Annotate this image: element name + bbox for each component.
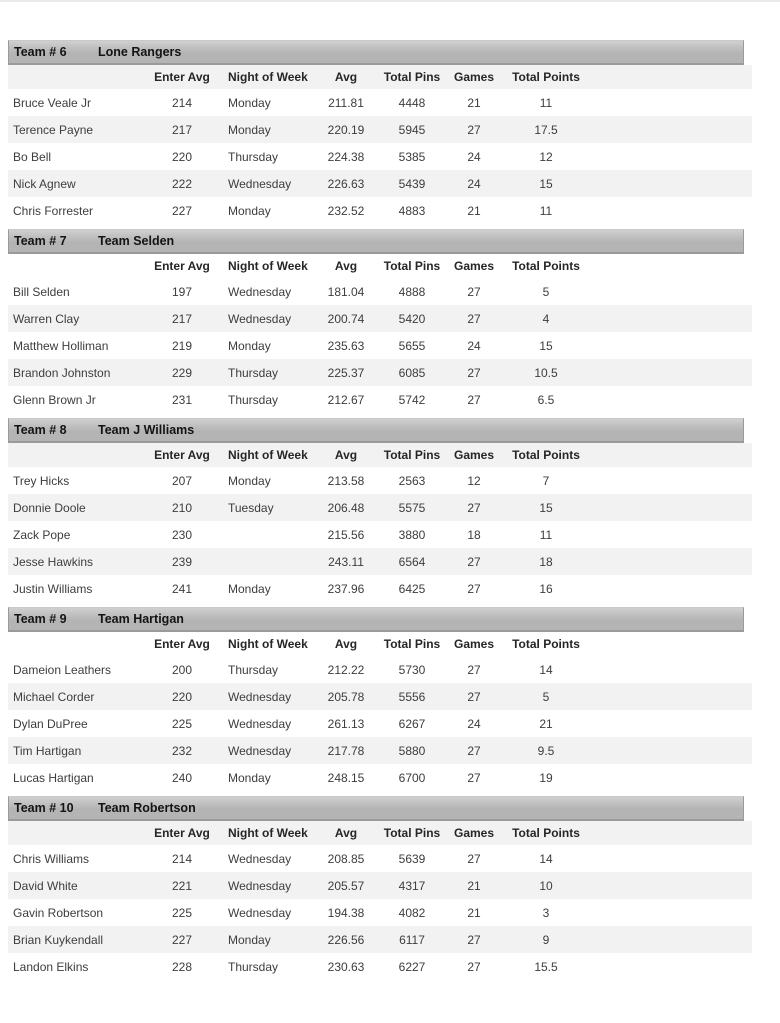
games-value: 27	[467, 554, 481, 569]
night-of-week-value: Wednesday	[228, 905, 292, 920]
total-pins-value: 4888	[398, 284, 426, 299]
avg-value: 248.15	[327, 770, 365, 785]
avg-value: 230.63	[327, 959, 365, 974]
night-of-week-value: Wednesday	[228, 284, 292, 299]
team-name: Lone Rangers	[98, 45, 182, 59]
total-points-value: 11	[539, 527, 553, 542]
enter-avg-value: 220	[171, 149, 193, 164]
games-value: 27	[467, 770, 481, 785]
total-pins-value: 4082	[398, 905, 426, 920]
night-of-week-value: Monday	[228, 203, 271, 218]
column-header: Total Pins	[383, 259, 441, 273]
player-name: Trey Hicks	[13, 473, 70, 488]
games-value: 27	[467, 851, 481, 866]
enter-avg-value: 229	[171, 365, 193, 380]
player-row	[8, 332, 752, 359]
player-name: Jesse Hawkins	[13, 554, 94, 569]
total-points-value: 15.5	[534, 959, 558, 974]
team-number: Team # 10	[14, 801, 74, 815]
column-header: Enter Avg	[154, 70, 210, 84]
player-row	[8, 872, 752, 899]
column-header-row	[8, 632, 752, 656]
player-name: Brian Kuykendall	[13, 932, 104, 947]
total-points-value: 17.5	[534, 122, 558, 137]
column-header-row	[8, 65, 752, 89]
games-value: 12	[467, 473, 481, 488]
column-header: Night of Week	[228, 448, 308, 462]
player-name: Bo Bell	[13, 149, 52, 164]
player-rows	[8, 845, 752, 980]
games-value: 21	[467, 878, 481, 893]
games-value: 18	[467, 527, 481, 542]
games-value: 27	[467, 365, 481, 380]
total-pins-value: 5730	[398, 662, 426, 677]
player-name: Brandon Johnston	[13, 365, 111, 380]
avg-value: 232.52	[327, 203, 365, 218]
player-row	[8, 926, 752, 953]
total-points-value: 14	[539, 662, 553, 677]
total-pins-value: 6085	[398, 365, 426, 380]
player-row	[8, 521, 752, 548]
player-name: Michael Corder	[13, 689, 95, 704]
total-pins-value: 4883	[398, 203, 426, 218]
games-value: 27	[467, 122, 481, 137]
enter-avg-value: 225	[171, 716, 193, 731]
column-header: Enter Avg	[154, 826, 210, 840]
player-row	[8, 143, 752, 170]
player-row	[8, 764, 752, 791]
player-row	[8, 548, 752, 575]
column-header-row	[8, 254, 752, 278]
player-row	[8, 575, 752, 602]
total-pins-value: 4317	[398, 878, 426, 893]
games-value: 24	[467, 176, 481, 191]
avg-value: 261.13	[327, 716, 365, 731]
team-name: Team Hartigan	[98, 612, 184, 626]
player-rows	[8, 656, 752, 791]
total-pins-value: 5639	[398, 851, 426, 866]
team-header-bar	[8, 229, 744, 254]
night-of-week-value: Wednesday	[228, 689, 292, 704]
player-row	[8, 710, 752, 737]
avg-value: 211.81	[328, 95, 364, 110]
player-row	[8, 386, 752, 413]
avg-value: 205.57	[327, 878, 365, 893]
total-pins-value: 6267	[398, 716, 426, 731]
games-value: 27	[467, 662, 481, 677]
total-pins-value: 5420	[398, 311, 426, 326]
team-header-bar	[8, 40, 744, 65]
player-name: Bill Selden	[13, 284, 70, 299]
enter-avg-value: 200	[171, 662, 193, 677]
player-row	[8, 305, 752, 332]
avg-value: 200.74	[327, 311, 365, 326]
total-points-value: 12	[539, 149, 553, 164]
night-of-week-value: Tuesday	[228, 500, 274, 515]
total-points-value: 11	[539, 203, 553, 218]
player-name: Landon Elkins	[13, 959, 89, 974]
player-name: Zack Pope	[13, 527, 71, 542]
total-pins-value: 5655	[398, 338, 426, 353]
team-name: Team Robertson	[98, 801, 196, 815]
team-name: Team Selden	[98, 234, 175, 248]
enter-avg-value: 239	[171, 554, 193, 569]
column-header: Enter Avg	[154, 448, 210, 462]
total-points-value: 4	[542, 311, 550, 326]
player-name: Gavin Robertson	[13, 905, 104, 920]
games-value: 24	[467, 149, 481, 164]
enter-avg-value: 214	[171, 95, 193, 110]
avg-value: 235.63	[327, 338, 365, 353]
games-value: 27	[467, 500, 481, 515]
column-header: Enter Avg	[154, 259, 210, 273]
team-section	[8, 607, 752, 791]
enter-avg-value: 227	[171, 932, 193, 947]
total-points-value: 14	[539, 851, 553, 866]
total-pins-value: 2563	[398, 473, 426, 488]
player-row	[8, 737, 752, 764]
player-name: Terence Payne	[13, 122, 94, 137]
team-header-bar	[8, 607, 744, 632]
column-header: Games	[453, 826, 495, 840]
player-name: Dameion Leathers	[13, 662, 112, 677]
player-name: Dylan DuPree	[13, 716, 88, 731]
avg-value: 213.58	[327, 473, 365, 488]
night-of-week-value: Monday	[228, 581, 271, 596]
avg-value: 243.11	[328, 554, 364, 569]
enter-avg-value: 197	[171, 284, 193, 299]
avg-value: 205.78	[327, 689, 365, 704]
games-value: 27	[467, 689, 481, 704]
games-value: 27	[467, 392, 481, 407]
player-rows	[8, 89, 752, 224]
column-header: Avg	[334, 826, 358, 840]
night-of-week-value: Monday	[228, 932, 271, 947]
column-header: Total Points	[512, 70, 580, 84]
games-value: 24	[467, 716, 481, 731]
enter-avg-value: 207	[171, 473, 193, 488]
enter-avg-value: 214	[171, 851, 193, 866]
column-header: Avg	[334, 637, 358, 651]
games-value: 27	[467, 932, 481, 947]
enter-avg-value: 231	[171, 392, 193, 407]
games-value: 27	[467, 581, 481, 596]
total-points-value: 10	[539, 878, 553, 893]
avg-value: 181.04	[327, 284, 365, 299]
total-pins-value: 4448	[398, 95, 426, 110]
enter-avg-value: 241	[171, 581, 193, 596]
player-row	[8, 359, 752, 386]
column-header: Night of Week	[228, 826, 308, 840]
player-name: Lucas Hartigan	[13, 770, 94, 785]
column-header: Enter Avg	[154, 637, 210, 651]
column-header: Games	[453, 70, 495, 84]
team-section	[8, 796, 752, 980]
total-pins-value: 5385	[398, 149, 426, 164]
player-row	[8, 899, 752, 926]
column-header: Total Pins	[383, 637, 441, 651]
night-of-week-value: Thursday	[228, 392, 279, 407]
column-header: Games	[453, 448, 495, 462]
player-row	[8, 683, 752, 710]
total-points-value: 3	[542, 905, 550, 920]
player-row	[8, 845, 752, 872]
avg-value: 226.63	[327, 176, 365, 191]
team-number: Team # 6	[14, 45, 67, 59]
night-of-week-value: Wednesday	[228, 743, 292, 758]
team-section	[8, 40, 752, 224]
enter-avg-value: 219	[171, 338, 193, 353]
player-name: Warren Clay	[13, 311, 80, 326]
night-of-week-value: Monday	[228, 770, 271, 785]
avg-value: 212.67	[327, 392, 365, 407]
player-name: Chris Williams	[13, 851, 89, 866]
report-body	[8, 2, 752, 980]
column-header: Games	[453, 259, 495, 273]
games-value: 27	[467, 284, 481, 299]
total-points-value: 9	[542, 932, 550, 947]
enter-avg-value: 240	[171, 770, 193, 785]
avg-value: 215.56	[327, 527, 365, 542]
night-of-week-value: Thursday	[228, 959, 279, 974]
night-of-week-value: Monday	[228, 473, 271, 488]
avg-value: 226.56	[327, 932, 365, 947]
player-rows	[8, 278, 752, 413]
total-pins-value: 6117	[399, 932, 425, 947]
avg-value: 224.38	[327, 149, 365, 164]
avg-value: 217.78	[327, 743, 365, 758]
total-pins-value: 5575	[398, 500, 426, 515]
player-name: Donnie Doole	[13, 500, 86, 515]
column-header-row	[8, 443, 752, 467]
column-header: Total Points	[512, 826, 580, 840]
night-of-week-value: Thursday	[228, 365, 279, 380]
player-row	[8, 197, 752, 224]
avg-value: 208.85	[327, 851, 365, 866]
column-header: Night of Week	[228, 637, 308, 651]
enter-avg-value: 225	[171, 905, 193, 920]
games-value: 27	[467, 959, 481, 974]
avg-value: 220.19	[327, 122, 365, 137]
player-name: Glenn Brown Jr	[13, 392, 96, 407]
player-row	[8, 170, 752, 197]
team-header-bar	[8, 418, 744, 443]
games-value: 21	[467, 95, 481, 110]
player-name: David White	[13, 878, 78, 893]
column-header: Night of Week	[228, 70, 308, 84]
games-value: 24	[467, 338, 481, 353]
player-name: Matthew Holliman	[13, 338, 109, 353]
player-name: Bruce Veale Jr	[13, 95, 92, 110]
column-header: Total Pins	[383, 448, 441, 462]
column-header: Total Points	[512, 259, 580, 273]
player-name: Chris Forrester	[13, 203, 94, 218]
total-pins-value: 6227	[398, 959, 426, 974]
column-header: Total Pins	[383, 70, 441, 84]
team-section	[8, 229, 752, 413]
total-points-value: 15	[539, 500, 553, 515]
night-of-week-value: Thursday	[228, 149, 279, 164]
night-of-week-value: Monday	[228, 122, 271, 137]
games-value: 27	[467, 311, 481, 326]
player-row	[8, 116, 752, 143]
player-row	[8, 656, 752, 683]
column-header: Avg	[334, 70, 358, 84]
total-pins-value: 5880	[398, 743, 426, 758]
avg-value: 212.22	[327, 662, 365, 677]
enter-avg-value: 217	[171, 311, 193, 326]
player-row	[8, 467, 752, 494]
column-header: Total Pins	[383, 826, 441, 840]
total-points-value: 15	[539, 176, 553, 191]
total-pins-value: 5742	[398, 392, 426, 407]
column-header: Games	[453, 637, 495, 651]
column-header: Total Points	[512, 637, 580, 651]
enter-avg-value: 232	[171, 743, 193, 758]
team-number: Team # 7	[14, 234, 67, 248]
column-header: Total Points	[512, 448, 580, 462]
night-of-week-value: Wednesday	[228, 176, 292, 191]
games-value: 21	[467, 203, 481, 218]
team-number: Team # 8	[14, 423, 67, 437]
total-points-value: 9.5	[537, 743, 555, 758]
team-header-bar	[8, 796, 744, 821]
enter-avg-value: 227	[171, 203, 193, 218]
total-points-value: 6.5	[537, 392, 555, 407]
column-header: Night of Week	[228, 259, 308, 273]
player-rows	[8, 467, 752, 602]
total-points-value: 7	[542, 473, 550, 488]
column-header: Avg	[334, 448, 358, 462]
total-points-value: 10.5	[534, 365, 558, 380]
enter-avg-value: 228	[171, 959, 193, 974]
games-value: 27	[467, 743, 481, 758]
column-header-row	[8, 821, 752, 845]
total-points-value: 18	[539, 554, 553, 569]
night-of-week-value: Monday	[228, 95, 271, 110]
player-row	[8, 494, 752, 521]
team-section	[8, 418, 752, 602]
player-name: Justin Williams	[13, 581, 93, 596]
player-name: Tim Hartigan	[13, 743, 82, 758]
total-points-value: 21	[539, 716, 553, 731]
night-of-week-value: Thursday	[228, 662, 279, 677]
enter-avg-value: 221	[171, 878, 193, 893]
total-pins-value: 6700	[398, 770, 426, 785]
total-pins-value: 6425	[398, 581, 426, 596]
player-name: Nick Agnew	[13, 176, 76, 191]
enter-avg-value: 217	[171, 122, 193, 137]
team-name: Team J Williams	[98, 423, 195, 437]
avg-value: 194.38	[327, 905, 365, 920]
total-points-value: 5	[542, 284, 550, 299]
total-pins-value: 5439	[398, 176, 426, 191]
enter-avg-value: 220	[171, 689, 193, 704]
total-pins-value: 5556	[398, 689, 426, 704]
player-row	[8, 89, 752, 116]
games-value: 21	[467, 905, 481, 920]
total-pins-value: 3880	[398, 527, 426, 542]
total-points-value: 5	[542, 689, 550, 704]
total-points-value: 19	[539, 770, 553, 785]
avg-value: 206.48	[327, 500, 365, 515]
avg-value: 225.37	[327, 365, 365, 380]
total-points-value: 15	[539, 338, 553, 353]
column-header: Avg	[334, 259, 358, 273]
total-points-value: 11	[539, 95, 553, 110]
enter-avg-value: 210	[171, 500, 193, 515]
night-of-week-value: Wednesday	[228, 716, 292, 731]
player-row	[8, 278, 752, 305]
total-pins-value: 5945	[398, 122, 426, 137]
avg-value: 237.96	[327, 581, 365, 596]
total-points-value: 16	[539, 581, 553, 596]
enter-avg-value: 222	[171, 176, 193, 191]
team-number: Team # 9	[14, 612, 67, 626]
player-row	[8, 953, 752, 980]
night-of-week-value: Wednesday	[228, 311, 292, 326]
night-of-week-value: Monday	[228, 338, 271, 353]
night-of-week-value: Wednesday	[228, 878, 292, 893]
total-pins-value: 6564	[398, 554, 426, 569]
enter-avg-value: 230	[171, 527, 193, 542]
night-of-week-value: Wednesday	[228, 851, 292, 866]
